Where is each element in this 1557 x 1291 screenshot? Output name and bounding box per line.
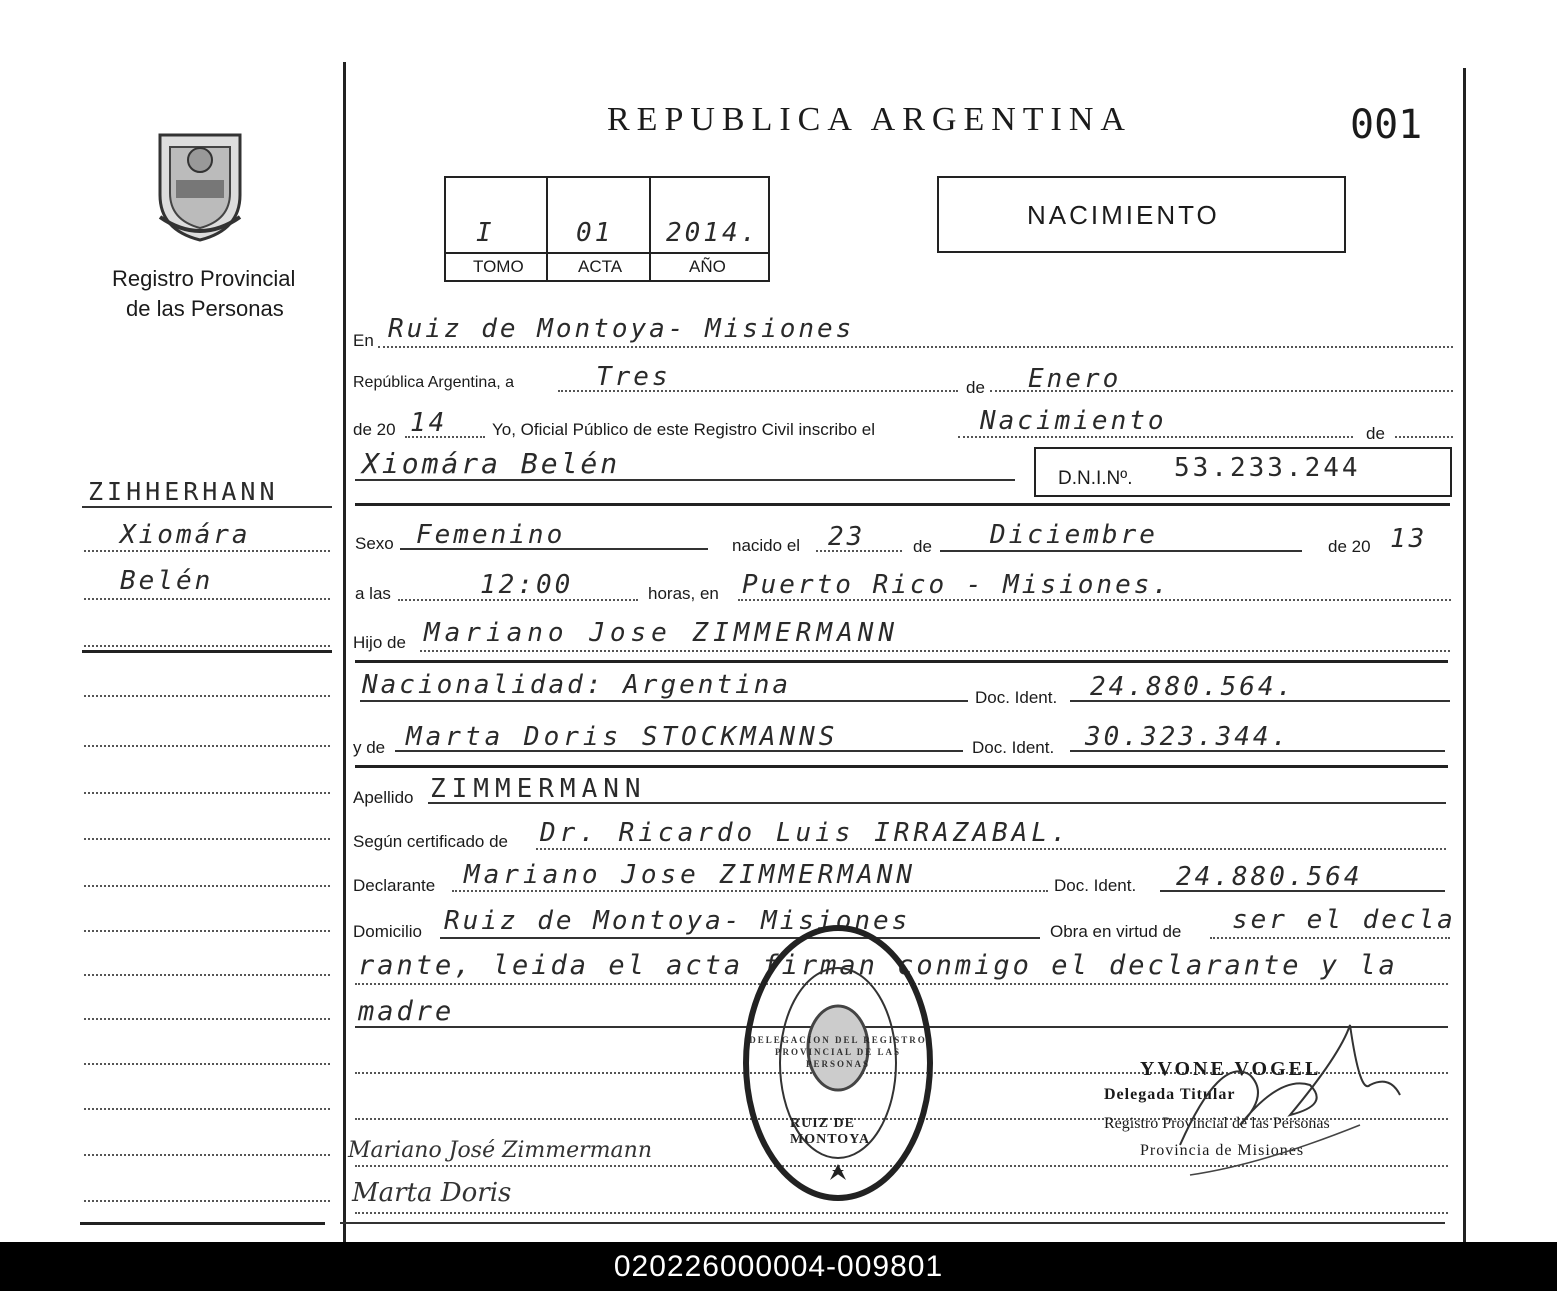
lugar-value: Puerto Rico - Misiones. xyxy=(742,570,1172,600)
dni-box xyxy=(1034,447,1452,497)
official-role: Delegada Titular xyxy=(1104,1086,1236,1103)
padre-value: Mariano Jose ZIMMERMANN xyxy=(424,618,900,648)
sidebar-name2: Belén xyxy=(120,566,214,596)
record-table xyxy=(444,176,770,282)
mes-value: Enero xyxy=(1028,364,1122,394)
country-title: REPUBLICA ARGENTINA xyxy=(607,101,1132,138)
hora-value: 12:00 xyxy=(480,570,574,600)
barcode-footer: 020226000004-009801 xyxy=(0,1242,1557,1291)
anio-label: AÑO xyxy=(689,257,726,276)
en-label: En xyxy=(353,331,374,350)
registry-name-line1: Registro Provincial xyxy=(112,266,296,291)
official-org: Registro Provincial de las Personas xyxy=(1104,1115,1330,1132)
nacionalidad-value: Nacionalidad: Argentina xyxy=(362,670,792,700)
mes-nac-value: Diciembre xyxy=(990,520,1158,550)
official-signature-icon xyxy=(1160,1015,1420,1185)
obra-value: ser el decla xyxy=(1232,905,1456,935)
nacido-label: nacido el xyxy=(732,536,801,555)
de2013-label: de 20 xyxy=(1328,537,1371,556)
en-value: Ruiz de Montoya- Misiones xyxy=(388,314,855,344)
sidebar-name1: Xiomára xyxy=(120,520,251,550)
left-column-divider xyxy=(343,62,346,1242)
sexo-value: Femenino xyxy=(416,520,566,550)
declarante-value: Mariano Jose ZIMMERMANN xyxy=(464,860,917,890)
dni-label: D.N.I.Nº. xyxy=(1058,468,1133,489)
yo-label: Yo, Oficial Público de este Registro Civil inscribo el xyxy=(492,420,875,439)
tomo-label: TOMO xyxy=(473,257,524,276)
de20-label: de 20 xyxy=(353,420,396,439)
coat-of-arms-icon xyxy=(150,125,250,245)
sexo-label: Sexo xyxy=(355,534,394,553)
right-page-border xyxy=(1463,68,1466,1242)
signature-father: Mariano José Zimmermann xyxy=(348,1138,652,1163)
yde-label: y de xyxy=(353,738,386,757)
registry-name-line2: de las Personas xyxy=(126,296,284,321)
obs-line2: madre xyxy=(358,996,455,1027)
segun-value: Dr. Ricardo Luis IRRAZABAL. xyxy=(540,818,1071,848)
de-label2: de xyxy=(1366,424,1385,443)
apellido-label: Apellido xyxy=(353,788,414,807)
alas-label: a las xyxy=(355,584,391,603)
record-number: 001 xyxy=(1350,102,1423,148)
domicilio-label: Domicilio xyxy=(353,922,422,941)
republica-label: República Argentina, a xyxy=(353,374,514,391)
acta-value: 01 xyxy=(576,218,614,248)
signature-mother: Marta Doris xyxy=(352,1178,512,1208)
padre-doc: 24.880.564. xyxy=(1090,672,1296,702)
anio-nac-value: 13 xyxy=(1390,524,1428,554)
segun-label: Según certificado de xyxy=(353,832,508,851)
declarante-label: Declarante xyxy=(353,876,436,895)
republica-value: Tres xyxy=(596,362,671,392)
official-prov: Provincia de Misiones xyxy=(1140,1142,1305,1159)
nombre-value: Xiomára Belén xyxy=(362,447,621,480)
de-label: de xyxy=(966,378,985,397)
tomo-value: I xyxy=(476,218,495,248)
inscribo-value: Nacimiento xyxy=(980,406,1167,436)
official-name: YVONE VOGEL xyxy=(1140,1058,1322,1080)
domicilio-value: Ruiz de Montoya- Misiones xyxy=(444,906,911,936)
stamp-inner-text: RUIZ DE MONTOYA xyxy=(790,1116,871,1147)
hijo-label: Hijo de xyxy=(353,633,406,652)
acta-label: ACTA xyxy=(578,257,623,276)
madre-doc-label: Doc. Ident. xyxy=(972,738,1055,757)
doc-type-box xyxy=(937,176,1346,253)
horas-label: horas, en xyxy=(648,584,719,603)
de-label3: de xyxy=(913,537,932,556)
dni-value: 53.233.244 xyxy=(1174,453,1361,483)
apellido-value: ZIMMERMANN xyxy=(430,774,647,804)
year-value: 14 xyxy=(410,408,448,438)
declarante-doc-label: Doc. Ident. xyxy=(1054,876,1137,895)
sidebar-surname: ZIHHERHANN xyxy=(88,477,279,506)
madre-value: Marta Doris STOCKMANNS xyxy=(406,722,839,752)
anio-value: 2014. xyxy=(666,218,760,248)
stamp-ring-text: DELEGACION DEL REGISTRO PROVINCIAL DE LAS PERSONAS xyxy=(749,1035,927,1069)
obs-line1: rante, leida el acta firman conmigo el declarante y la xyxy=(358,950,1398,981)
madre-doc: 30.323.344. xyxy=(1085,722,1291,752)
obra-label: Obra en virtud de xyxy=(1050,922,1182,941)
doc-type-label: NACIMIENTO xyxy=(1027,200,1220,230)
padre-doc-label: Doc. Ident. xyxy=(975,688,1058,707)
declarante-doc: 24.880.564 xyxy=(1176,862,1363,892)
dia-value: 23 xyxy=(828,522,866,552)
